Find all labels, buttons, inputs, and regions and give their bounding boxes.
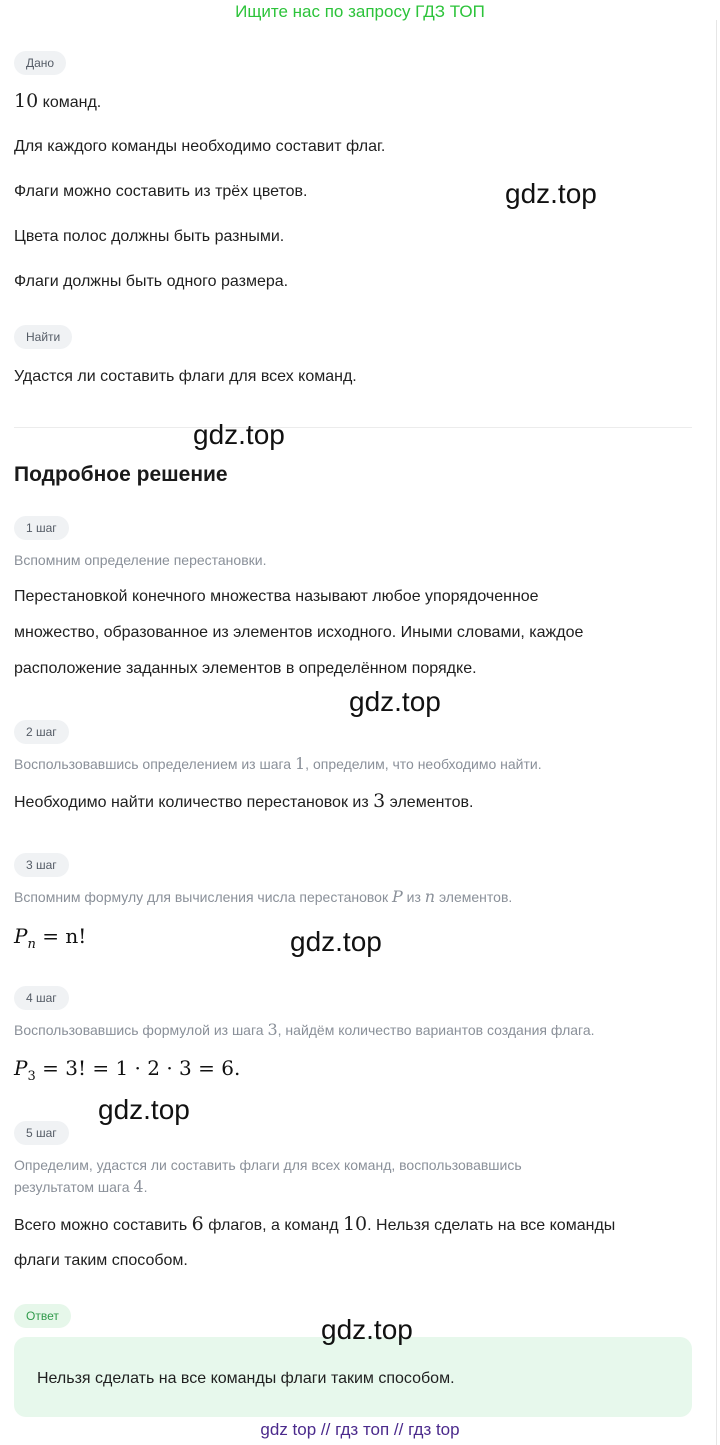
step-2-hint-num: 1 [294, 754, 306, 773]
given-chip-wrap [14, 51, 66, 75]
step-5-text-a: Всего можно составить [14, 1217, 192, 1234]
given-line-5: Флаги должны быть одного размера. [14, 273, 289, 290]
section-divider [14, 427, 692, 428]
step-3-hint-n: n [424, 887, 436, 906]
step-3-hint-P: P [391, 887, 403, 906]
step-5-chip: 5 шаг [14, 1121, 69, 1145]
step-5-hint-line-2-a: результатом шага [14, 1179, 134, 1195]
given-line-4: Цвета полос должны быть разными. [14, 228, 285, 245]
step-4-hint-b: , найдём количество вариантов создания флага. [277, 1022, 595, 1038]
given-line-1-text: команд. [38, 94, 102, 111]
step-2-hint-a: Воспользовавшись определением из шага [14, 756, 295, 772]
step-3-hint-mid: из [402, 889, 425, 905]
answer-text: Нельзя сделать на все команды флаги таким способом. [37, 1370, 455, 1387]
step-5-hint-line-2-b: . [143, 1179, 148, 1195]
step-4-hint [14, 1020, 595, 1040]
step-2-hint-b: , определим, что необходимо найти. [305, 756, 542, 772]
step-2-text-b: элементов. [385, 794, 474, 811]
footer-links: gdz top // гдз топ // гдз top [260, 1420, 460, 1439]
step-4-formula [14, 1055, 240, 1090]
step-3-hint [14, 887, 512, 907]
step-3-hint-a: Вспомним формулу для вычисления числа перестановок [14, 889, 392, 905]
step-4-formula-P: P [14, 1056, 28, 1080]
step-5-flags-count: 6 [191, 1213, 204, 1235]
step-4-chip-wrap [14, 986, 69, 1010]
step-1-chip: 1 шаг [14, 516, 69, 540]
given-chip: Дано [14, 51, 66, 75]
answer-chip: Ответ [14, 1304, 71, 1328]
step-5-hint-line-1: Определим, удастся ли составить флаги для всех команд, воспользовавшись [14, 1157, 522, 1173]
step-1-hint: Вспомним определение перестановки. [14, 552, 267, 568]
watermark: gdz.top [193, 419, 285, 450]
watermark: gdz.top [98, 1094, 190, 1125]
step-4-formula-rest: = 3! = 1 · 2 · 3 = 6. [35, 1056, 241, 1080]
step-2-text-num: 3 [373, 790, 386, 812]
step-2-chip-wrap [14, 720, 69, 744]
step-3-formula-P: P [14, 924, 28, 948]
given-line-1 [14, 90, 101, 114]
step-5-teams-count: 10 [342, 1213, 368, 1235]
step-5-text-line-2: флаги таким способом. [14, 1252, 188, 1269]
step-3-formula [14, 923, 86, 958]
step-3-formula-sub: n [27, 937, 36, 952]
step-1-line-1: Перестановкой конечного множества называют любое упорядоченное [14, 588, 539, 605]
given-team-count: 10 [14, 90, 39, 112]
step-3-formula-rest: = n! [35, 924, 87, 948]
right-divider [716, 20, 717, 1445]
step-4-hint-num: 3 [267, 1020, 278, 1039]
find-chip: Найти [14, 325, 72, 349]
step-5-hint-line-2-num: 4 [133, 1177, 144, 1196]
step-4-hint-a: Воспользовавшись формулой из шага [14, 1022, 268, 1038]
given-line-3: Флаги можно составить из трёх цветов. [14, 183, 308, 200]
watermark: gdz.top [505, 178, 597, 209]
watermark: gdz.top [290, 926, 382, 957]
watermark: gdz.top [349, 686, 441, 717]
step-3-hint-b: элементов. [435, 889, 513, 905]
solution-title: Подробное решение [14, 463, 228, 486]
top-banner: Ищите нас по запросу ГДЗ ТОП [235, 2, 485, 21]
step-2-hint [14, 754, 542, 774]
find-text: Удастся ли составить флаги для всех команд. [14, 368, 357, 385]
step-1-chip-wrap [14, 516, 69, 540]
step-1-line-3: расположение заданных элементов в определённом порядке. [14, 660, 477, 677]
find-chip-wrap [14, 325, 72, 349]
given-line-2: Для каждого команды необходимо составит флаг. [14, 138, 386, 155]
step-5-text-b: флагов, а команд [203, 1217, 343, 1234]
step-2-text-a: Необходимо найти количество перестановок из [14, 794, 374, 811]
step-3-chip-wrap [14, 853, 69, 877]
step-2-text [14, 790, 473, 814]
step-4-formula-sub: 3 [27, 1069, 36, 1084]
watermark: gdz.top [321, 1314, 413, 1345]
step-5-text-line-1 [14, 1213, 615, 1237]
step-1-line-2: множество, образованное из элементов исходного. Иными словами, каждое [14, 624, 584, 641]
step-3-chip: 3 шаг [14, 853, 69, 877]
step-5-text-c: . Нельзя сделать на все команды [367, 1217, 616, 1234]
step-4-chip: 4 шаг [14, 986, 69, 1010]
step-2-chip: 2 шаг [14, 720, 69, 744]
step-5-hint-line-2 [14, 1177, 147, 1197]
answer-chip-wrap [14, 1304, 71, 1328]
step-5-chip-wrap [14, 1121, 69, 1145]
